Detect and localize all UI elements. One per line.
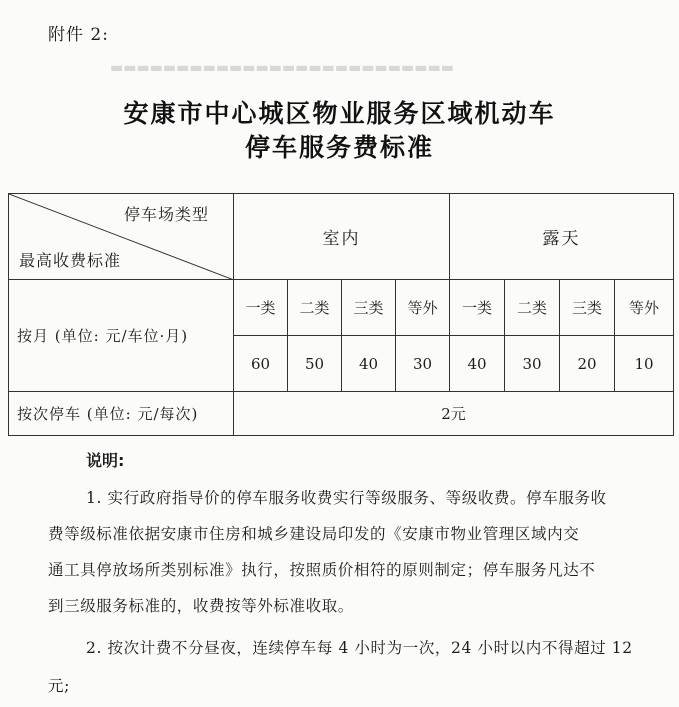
page-title-line2: 停车服务费标准 (244, 133, 434, 162)
notes-heading: 说明: (86, 451, 125, 470)
class-header: 三类 (560, 280, 615, 336)
attachment-label: 附件 2: (48, 25, 109, 45)
per-time-row-label: 按次停车 (单位: 元/每次) (9, 392, 234, 436)
monthly-fee-cell: 10 (615, 336, 674, 392)
group-header-outdoor: 露天 (450, 194, 674, 280)
monthly-fee-cell: 30 (396, 336, 450, 392)
class-header: 一类 (450, 280, 505, 336)
monthly-fee-cell: 60 (234, 336, 288, 392)
monthly-fee-cell: 20 (560, 336, 615, 392)
note-1-line-3: 通工具停放场所类别标准》执行，按照质价相符的原则制定；停车服务凡达不 (48, 561, 596, 579)
note-2-line-2: 元; (48, 677, 70, 695)
class-header: 等外 (615, 280, 674, 336)
class-header: 二类 (288, 280, 342, 336)
monthly-fee-cell: 50 (288, 336, 342, 392)
per-time-fee-cell: 2元 (234, 392, 674, 436)
fee-table (8, 193, 674, 436)
note-1-line-2: 费等级标准依据安康市住房和城乡建设局印发的《安康市物业管理区域内交 (48, 525, 580, 543)
page-title-line1: 安康市中心城区物业服务区域机动车 (123, 99, 556, 128)
note-1-line-1: 1. 实行政府指导价的停车服务收费实行等级服务、等级收费。停车服务收 (86, 489, 607, 507)
note-2-line-1: 2. 按次计费不分昼夜，连续停车每 4 小时为一次，24 小时以内不得超过 12 (86, 639, 633, 657)
note-1-line-4: 到三级服务标准的，收费按等外标准收取。 (48, 597, 354, 615)
class-header: 一类 (234, 280, 288, 336)
max-fee-header: 最高收费标准 (19, 251, 122, 270)
monthly-row-label: 按月 (单位: 元/车位·月) (9, 280, 234, 392)
monthly-fee-cell: 40 (450, 336, 505, 392)
monthly-fee-cell: 40 (342, 336, 396, 392)
group-header-indoor: 室内 (234, 194, 450, 280)
bleed-through-text: ▬▬▬▬▬▬▬▬▬▬▬▬▬▬▬▬▬▬▬▬▬▬▬▬▬▬ (110, 60, 454, 76)
class-header: 三类 (342, 280, 396, 336)
class-header: 二类 (505, 280, 560, 336)
monthly-fee-cell: 30 (505, 336, 560, 392)
class-header: 等外 (396, 280, 450, 336)
table-corner-cell (9, 194, 234, 280)
parking-type-header: 停车场类型 (123, 205, 209, 224)
